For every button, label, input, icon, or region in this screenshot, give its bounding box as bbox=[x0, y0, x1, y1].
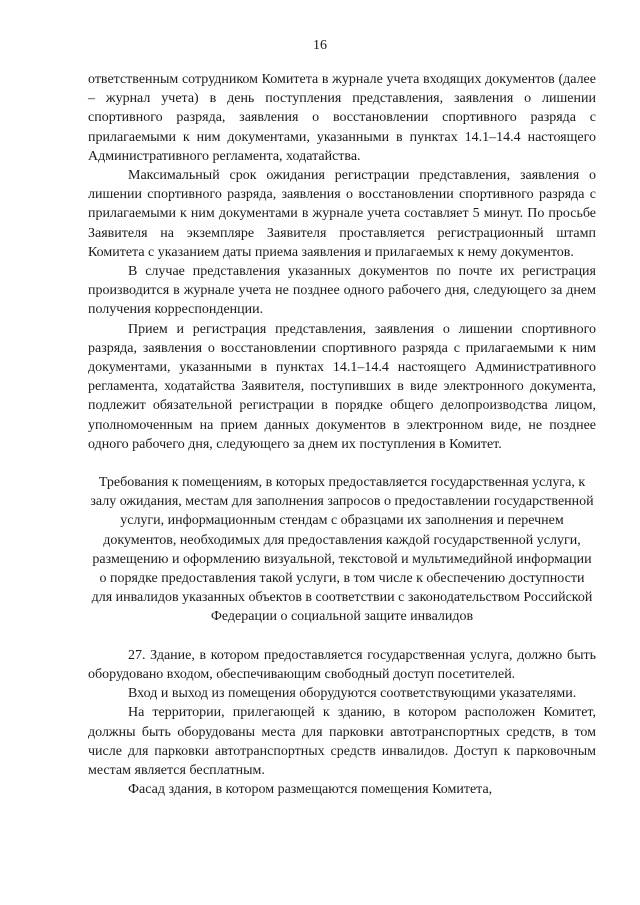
paragraph-mail-submission: В случае представления указанных документов по почте их регистрация производится в журнале учета не позднее одного рабочего дня, следующего за днем получения корреспонденции. bbox=[88, 264, 596, 318]
paragraph-electronic-submission: Прием и регистрация представления, заявления о лишении спортивного разряда, заявления о восстановлении спортивного разряда с прилагаемыми к ним документами, указанными в пунктах 14.1–14.4 настоящего Административного регламента, ходатайства Заявителя, поступивших в виде электронного документа, подлежит обязательной регистрации в порядке общего делопроизводства лицом, уполномоченным на прием данных документов в электронном виде, не позднее одного рабочего дня, следующего за днем их поступления в Комитет. bbox=[88, 321, 596, 452]
paragraph-building-facade: Фасад здания, в котором размещаются помещения Комитета, bbox=[128, 782, 493, 798]
paragraph-registration-continued: ответственным сотрудником Комитета в журнале учета входящих документов (далее – журнал учета) в день поступления представления, заявления о лишении спортивного разряда, заявления о восстановлении спортивного разряда с прилагаемыми к ним документами, указанными в пунктах 14.1–14.4 настоящего Административного регламента, ходатайства. bbox=[88, 72, 596, 164]
paragraph-building-entrance: 27. Здание, в котором предоставляется государственная услуга, должно быть оборудовано входом, обеспечивающим свободный доступ посетителей. bbox=[88, 647, 596, 682]
section-heading-premises-requirements: Требования к помещениям, в которых предоставляется государственная услуга, к залу ожидания, местам для заполнения запросов о предоставлении государственной услуги, информационным стендам с образцами их заполнения и перечнем документов, необходимых для предоставления каждой государственной услуги, размещению и оформлению визуальной, текстовой и мультимедийной информации о порядке предоставления такой услуги, в том числе к обеспечению доступности для инвалидов указанных объектов в соответствии с законодательством Российской Федерации о социальной защите инвалидов bbox=[90, 475, 594, 625]
page-number: 16 bbox=[313, 38, 327, 53]
paragraph-entrance-signs: Вход и выход из помещения оборудуются соответствующими указателями. bbox=[128, 686, 577, 702]
paragraph-max-waiting-time: Максимальный срок ожидания регистрации представления, заявления о лишении спортивного разряда, заявления о восстановлении спортивного разряда с прилагаемыми к ним документами в журнале учета составляет 5 минут. По просьбе Заявителя на экземпляре Заявителя проставляется регистрационный штамп Комитета с указанием даты приема заявления и прилагаемых к нему документов. bbox=[88, 168, 596, 260]
document-body bbox=[88, 70, 596, 799]
paragraph-parking: На территории, прилегающей к зданию, в котором расположен Комитет, должны быть оборудованы места для парковки автотранспортных средств, в том числе для парковки автотранспортных средств инвалидов. Доступ к парковочным местам является бесплатным. bbox=[88, 705, 596, 778]
